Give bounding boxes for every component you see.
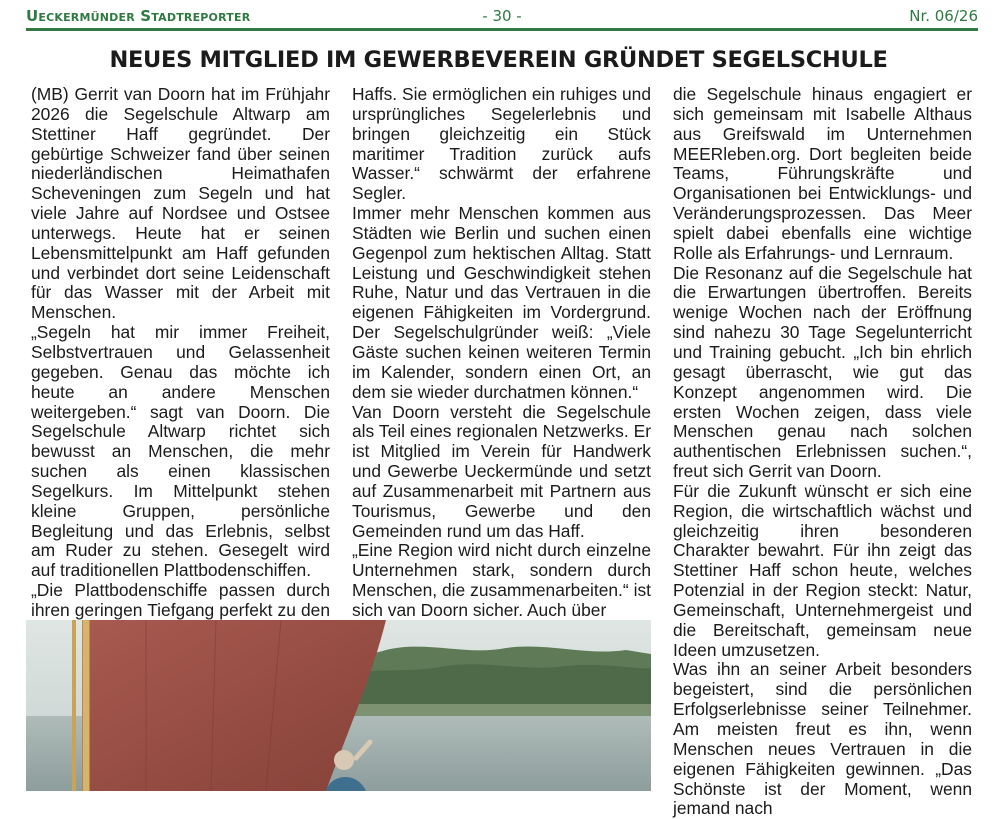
paragraph: Van Doorn versteht die Segelschule als Teil eines regionalen Netzwerks. Er ist Mitglied im Verein für Handwerk und Gewerbe Ueckermünde und setzt auf Zusammenarbeit mit Partnern aus Tourismus, Gewerbe und den Gemeinden rund um das Haff. <box>352 401 651 541</box>
paragraph: Haffs. Sie ermöglichen ein ruhiges und ursprüngliches Segelerlebnis und bringen gleichzeitig ein Stück maritimer Tradition zurück aufs Wasser.“ schwärmt der erfahrene Segler. <box>352 84 651 204</box>
article-photo <box>26 620 651 791</box>
article-column-2 <box>352 85 651 621</box>
paragraph: Was ihn an seiner Arbeit besonders begeistert, sind die persönlichen Erfolgserlebnisse seiner Teilnehmer. Am meisten freut es ihn, wenn Menschen neues Vertrauen in die eigenen Fähigkeiten gewinnen. „Das Schönste ist der Moment, wenn jemand nach <box>673 659 972 819</box>
paragraph: Für die Zukunft wünscht er sich eine Region, die wirtschaftlich wächst und gleichzeitig ihren besonderen Charakter bewahrt. Für ihn zeigt das Stettiner Haff schon heute, welches Potenzial in der Region steckt: Natur, Gemeinschaft, Unternehmergeist und die Bereitschaft, gemeinsam neue Ideen umzusetzen. <box>673 480 972 660</box>
page-header <box>26 5 978 27</box>
publication-name: Ueckermünder Stadtreporter <box>26 7 251 25</box>
article-column-1 <box>31 85 330 641</box>
paragraph: die Segelschule hinaus engagiert er sich gemeinsam mit Isabelle Althaus aus Greifswald im Unternehmen MEERleben.org. Dort begleiten beide Teams, Führungskräfte und Organisationen bei Entwicklungs- und Veränderungsprozessen. Das Meer spielt dabei ebenfalls eine wichtige Rolle als Erfahrungs- und Lernraum. <box>673 84 972 263</box>
paragraph: „Die Plattbodenschiffe passen durch ihren geringen Tiefgang perfekt zu den <box>31 580 330 620</box>
paragraph: Die Resonanz auf die Segelschule hat die Erwartungen übertroffen. Bereits wenige Wochen nach der Eröffnung sind nahezu 30 Tage Segelunterricht und Training gebucht. „Ich bin ehrlich gesagt überrascht, wie gut das Konzept angenommen wird. Die ersten Wochen zeigen, dass viele Menschen genau nach solchen authentischen Erlebnissen suchen.“, freut sich Gerrit van Doorn. <box>673 262 972 482</box>
sailing-photo-illustration <box>26 620 651 791</box>
article-headline: NEUES MITGLIED IM GEWERBEVEREIN GRÜNDET SEGELSCHULE <box>109 47 888 73</box>
paragraph: „Eine Region wird nicht durch einzelne Unternehmen stark, sondern durch Menschen, die zusammenarbeiten.“ ist sich van Doorn sicher. Auch über <box>352 540 651 620</box>
page-number: - 30 - <box>482 7 522 25</box>
issue-number: Nr. 06/26 <box>909 7 978 25</box>
header-rule <box>26 28 978 31</box>
article-column-3 <box>673 85 972 819</box>
paragraph: (MB) Gerrit van Doorn hat im Frühjahr 2026 die Segelschule Altwarp am Stettiner Haff gegründet. Der gebürtige Schweizer fand über seinen niederländischen Heimathafen Scheveningen zum Segeln und hat viele Jahre auf Nordsee und Ostsee unterwegs. Heute hat er seinen Lebensmittelpunkt am Haff gefunden und verbindet dort seine Leidenschaft für das Wasser mit der Arbeit mit Menschen. <box>31 84 330 323</box>
paragraph: Immer mehr Menschen kommen aus Städten wie Berlin und suchen einen Gegenpol zum hektischen Alltag. Statt Leistung und Geschwindigkeit stehen Ruhe, Natur und das Vertrauen in die eigenen Fähigkeiten im Vordergrund. Der Segelschulgründer weiß: „Viele Gäste suchen keinen weiteren Termin im Kalender, sondern einen Ort, an dem sie wieder durchatmen können.“ <box>352 203 651 402</box>
paragraph: „Segeln hat mir immer Freiheit, Selbstvertrauen und Gelassenheit gegeben. Genau das möchte ich heute an andere Menschen weitergeben.“ sagt van Doorn. Die Segelschule Altwarp richtet sich bewusst an Menschen, die mehr suchen als einen klassischen Segelkurs. Im Mittelpunkt stehen kleine Gruppen, persönliche Begleitung und das Erlebnis, selbst am Ruder zu stehen. Gesegelt wird auf traditionellen Plattbodenschiffen. <box>31 322 330 581</box>
